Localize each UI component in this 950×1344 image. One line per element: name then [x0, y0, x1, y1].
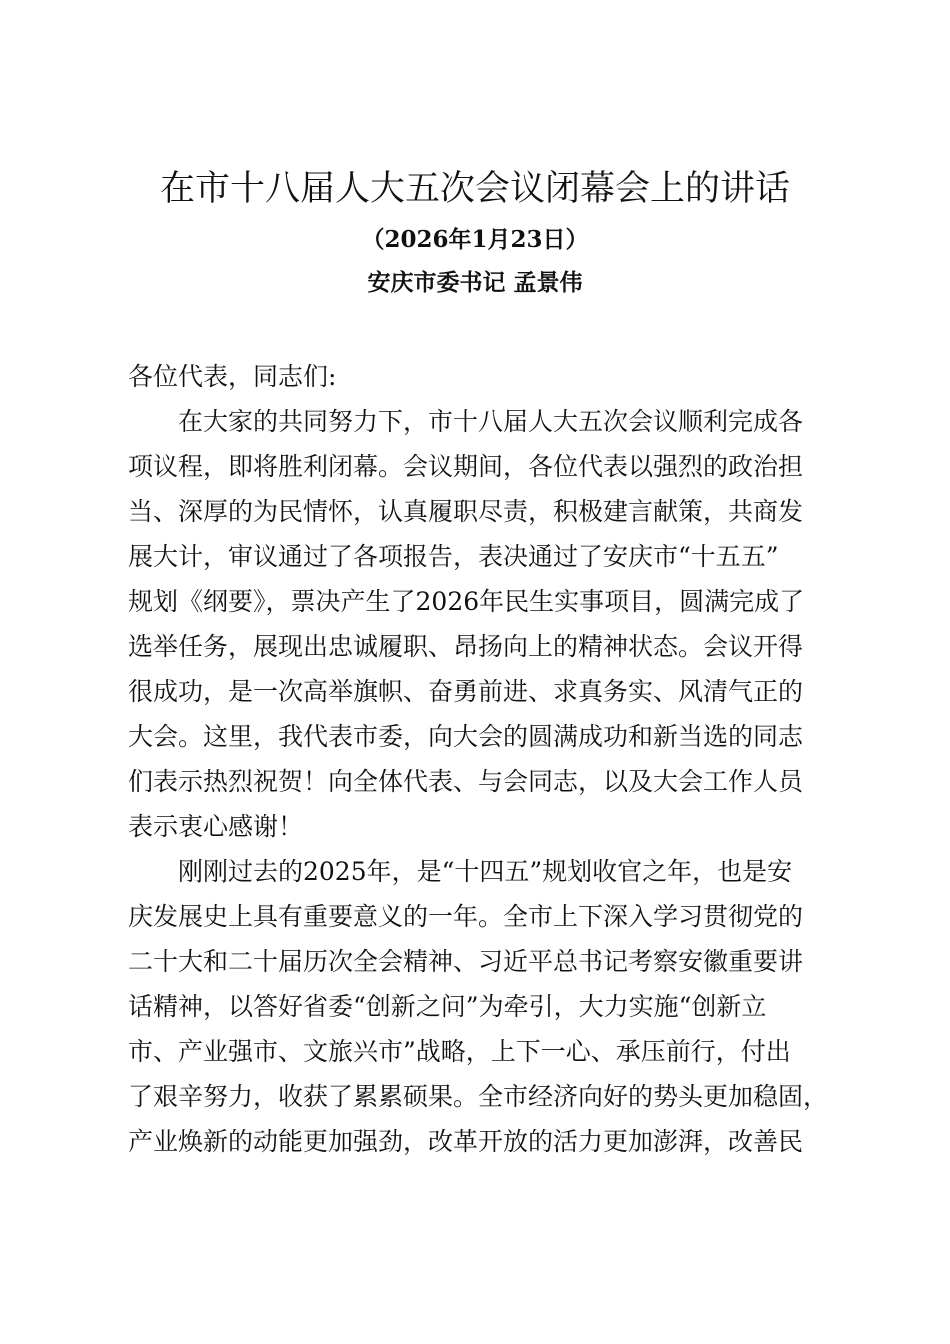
speaker-byline: 安庆市委书记 孟景伟: [367, 269, 583, 296]
text-line: 表示衷心感谢！: [128, 812, 304, 841]
text-line: 当、深厚的为民情怀，认真履职尽责，积极建言献策，共商发: [128, 497, 804, 526]
speech-body: [128, 354, 838, 1164]
text-line: 市、产业强市、文旅兴市”战略，上下一心、承压前行，付出: [128, 1037, 791, 1066]
speech-date: （2026年1月23日）: [361, 226, 589, 253]
text-line: 在大家的共同努力下，市十八届人大五次会议顺利完成各: [178, 407, 804, 436]
paragraph-1: [128, 399, 838, 849]
text-line: 规划《纲要》，票决产生了2026年民生实事项目，圆满完成了: [128, 587, 805, 616]
text-line: 刚刚过去的2025年，是“十四五”规划收官之年，也是安: [178, 857, 793, 886]
text-line: 产业焕新的动能更加强劲，改革开放的活力更加澎湃，改善民: [128, 1127, 804, 1156]
text-line: 了艰辛努力，收获了累累硕果。全市经济向好的势头更加稳固，: [128, 1082, 829, 1111]
text-line: 项议程，即将胜利闭幕。会议期间，各位代表以强烈的政治担: [128, 452, 804, 481]
text-line: 大会。这里，我代表市委，向大会的圆满成功和新当选的同志: [128, 722, 804, 751]
text-line: 们表示热烈祝贺！向全体代表、与会同志，以及大会工作人员: [128, 767, 804, 796]
salutation: 各位代表，同志们:: [128, 362, 337, 391]
text-line: 展大计，审议通过了各项报告，表决通过了安庆市“十五五”: [128, 542, 779, 571]
text-line: 选举任务，展现出忠诚履职、昂扬向上的精神状态。会议开得: [128, 632, 804, 661]
text-line: 二十大和二十届历次全会精神、习近平总书记考察安徽重要讲: [128, 947, 804, 976]
text-line: 庆发展史上具有重要意义的一年。全市上下深入学习贯彻党的: [128, 902, 804, 931]
text-line: 很成功，是一次高举旗帜、奋勇前进、求真务实、风清气正的: [128, 677, 804, 706]
text-line: 话精神，以答好省委“创新之问”为牵引，大力实施“创新立: [128, 992, 767, 1021]
document-title: 在市十八届人大五次会议闭幕会上的讲话: [159, 169, 790, 209]
paragraph-2: [128, 849, 838, 1164]
